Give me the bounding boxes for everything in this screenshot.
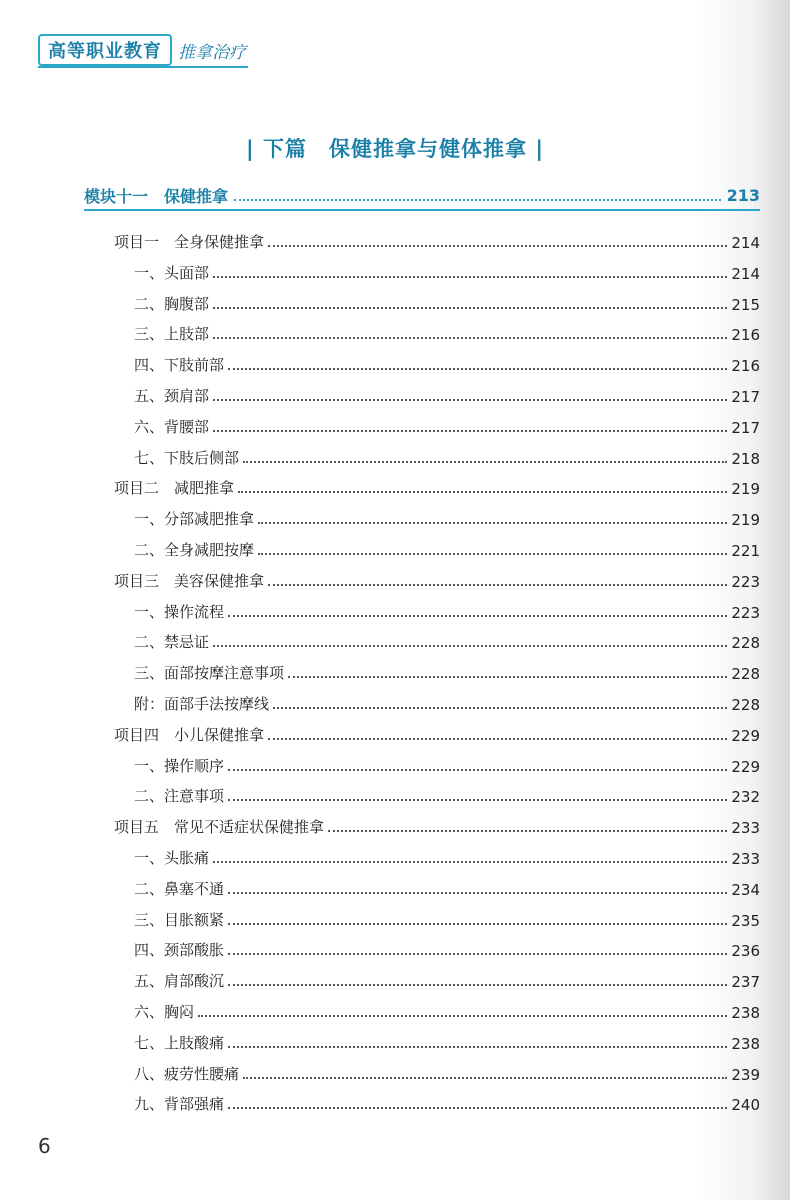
toc-page-number: 238 — [731, 1004, 760, 1022]
toc-entry-title: 八、疲劳性腰痛 — [134, 1064, 240, 1083]
section-title-text: 下篇 保健推拿与健体推拿 — [263, 137, 527, 161]
toc-leader-dots — [273, 707, 727, 709]
toc-project-entry[interactable] — [114, 813, 760, 837]
toc-subentry[interactable] — [134, 659, 760, 683]
toc-page-number: 233 — [731, 819, 760, 838]
toc-subentry[interactable] — [134, 413, 760, 437]
module-rule — [84, 209, 760, 211]
toc-entry-title: 项目四 小儿保健推拿 — [114, 725, 265, 744]
toc-entry-title: 附：面部手法按摩线 — [134, 695, 270, 713]
toc-subentry[interactable] — [134, 936, 760, 960]
toc-page-number: 219 — [731, 480, 760, 499]
toc-entry-title: 三、目胀额紧 — [134, 910, 225, 929]
toc-entry-title: 六、胸闷 — [134, 1003, 195, 1021]
toc-leader-dots — [228, 769, 727, 771]
toc-page-number: 234 — [731, 880, 760, 899]
toc-leader-dots — [258, 553, 727, 555]
toc-page-number: 232 — [731, 788, 760, 807]
toc-entry-title: 二、禁忌证 — [134, 633, 210, 652]
toc-leader-dots — [228, 892, 727, 894]
toc-leader-dots — [228, 984, 727, 986]
toc-project-entry[interactable] — [114, 474, 760, 498]
toc-leader-dots — [243, 1077, 727, 1079]
toc-page-number: 218 — [731, 449, 760, 468]
toc-entry-title: 五、颈肩部 — [134, 387, 210, 405]
toc-subentry[interactable] — [134, 598, 760, 622]
toc-project-entry[interactable] — [114, 721, 760, 745]
section-bar-left: | — [246, 137, 255, 161]
toc-leader-dots — [213, 276, 727, 278]
toc-entry-title: 一、操作流程 — [134, 602, 225, 621]
toc-page-number: 217 — [731, 418, 760, 437]
toc-leader-dots — [228, 368, 727, 370]
toc-entry-title: 二、鼻塞不通 — [134, 879, 225, 898]
toc-page-number: 214 — [731, 234, 760, 252]
toc-entry-title: 六、背腰部 — [134, 417, 210, 436]
toc-page-number: 216 — [731, 326, 760, 345]
module-page: 213 — [726, 185, 760, 205]
toc-entry-title: 二、胸腹部 — [134, 294, 210, 313]
module-label: 模块十一 保健推拿 — [84, 186, 229, 206]
toc-entry-title: 一、头面部 — [134, 263, 210, 282]
toc-entry-title: 七、下肢后侧部 — [134, 448, 240, 467]
toc-page-number: 221 — [731, 542, 760, 560]
toc-subentry[interactable] — [134, 906, 760, 930]
toc-leader-dots — [228, 923, 727, 925]
toc-leader-dots — [258, 522, 727, 524]
toc-page-number: 214 — [731, 264, 760, 283]
toc-page-number: 240 — [731, 1096, 760, 1115]
header-rule — [38, 66, 248, 68]
toc-page-number: 223 — [731, 572, 760, 591]
toc-subentry[interactable] — [134, 1029, 760, 1053]
toc-leader-dots — [213, 430, 727, 432]
toc-subentry[interactable] — [134, 967, 760, 991]
toc-leader-dots — [228, 953, 727, 955]
toc-entry-title: 项目二 减肥推拿 — [114, 479, 235, 498]
toc-page-number: 229 — [731, 726, 760, 745]
toc-entry-title: 二、注意事项 — [134, 787, 225, 806]
toc-entry-title: 项目三 美容保健推拿 — [114, 571, 265, 590]
toc-subentry[interactable] — [134, 1060, 760, 1084]
toc-leader-dots — [328, 830, 727, 832]
toc-leader-dots — [268, 738, 727, 740]
toc-page-number: 235 — [731, 911, 760, 930]
toc-leader-dots — [228, 799, 727, 801]
toc-subentry[interactable] — [134, 752, 760, 776]
toc-subentry[interactable] — [134, 444, 760, 468]
toc-subentry[interactable] — [134, 320, 760, 344]
toc-project-entry[interactable] — [114, 567, 760, 591]
toc-page-number: 217 — [731, 388, 760, 406]
toc-entry-title: 七、上肢酸痛 — [134, 1033, 225, 1052]
toc-subentry[interactable] — [134, 351, 760, 375]
toc-subentry[interactable] — [134, 844, 760, 868]
book-series-label: 高等职业教育 — [38, 34, 172, 66]
toc-subentry[interactable] — [134, 628, 760, 652]
toc-page-number: 228 — [731, 665, 760, 684]
toc-page-number: 239 — [731, 1065, 760, 1084]
toc-page-number: 215 — [731, 295, 760, 314]
toc-page-number: 223 — [731, 603, 760, 622]
toc-entry-title: 二、全身减肥按摩 — [134, 541, 255, 559]
toc-entry-title: 四、颈部酸胀 — [134, 941, 225, 960]
toc-entry-title: 四、下肢前部 — [134, 356, 225, 375]
toc-subentry[interactable] — [134, 382, 760, 406]
page-number: 6 — [38, 1134, 51, 1158]
module-entry[interactable] — [84, 183, 760, 207]
toc-entry-title: 一、头胀痛 — [134, 849, 210, 867]
toc-entry-title: 三、上肢部 — [134, 325, 210, 344]
toc-entry-title: 项目五 常见不适症状保健推拿 — [114, 818, 325, 837]
toc-project-entry[interactable] — [114, 228, 760, 252]
running-header — [38, 36, 246, 64]
book-title-label: 推拿治疗 — [178, 42, 246, 63]
toc-subentry[interactable] — [134, 690, 760, 714]
toc-page-number: 238 — [731, 1034, 760, 1053]
toc-page-number: 228 — [731, 634, 760, 653]
toc-leader-dots — [213, 307, 727, 309]
toc-leader-dots — [288, 676, 727, 678]
module-leader-dots — [234, 189, 721, 201]
section-bar-right: | — [535, 137, 544, 161]
toc-subentry[interactable] — [134, 536, 760, 560]
toc-page-number: 228 — [731, 696, 760, 714]
toc-page-number: 216 — [731, 357, 760, 376]
toc-subentry[interactable] — [134, 782, 760, 806]
toc-page-number: 233 — [731, 850, 760, 868]
toc-leader-dots — [228, 1046, 727, 1048]
toc-entry-title: 三、面部按摩注意事项 — [134, 664, 285, 683]
toc-leader-dots — [198, 1015, 727, 1017]
toc-leader-dots — [228, 1107, 727, 1109]
toc-entry-title: 九、背部强痛 — [134, 1095, 225, 1114]
toc-subentry[interactable] — [134, 290, 760, 314]
toc-entry-title: 项目一 全身保健推拿 — [114, 233, 265, 251]
toc-entry-title: 一、操作顺序 — [134, 756, 225, 775]
toc-leader-dots — [268, 584, 727, 586]
toc-leader-dots — [213, 861, 727, 863]
toc-leader-dots — [243, 461, 727, 463]
toc-leader-dots — [213, 399, 727, 401]
toc-entry-title: 五、肩部酸沉 — [134, 972, 225, 991]
toc-subentry[interactable] — [134, 505, 760, 529]
toc-subentry[interactable] — [134, 259, 760, 283]
toc-page-number: 237 — [731, 973, 760, 992]
toc-page-number: 236 — [731, 942, 760, 961]
toc-page-number: 229 — [731, 757, 760, 776]
toc-leader-dots — [238, 491, 727, 493]
toc-entry-title: 一、分部减肥推拿 — [134, 510, 255, 529]
toc-leader-dots — [268, 245, 727, 247]
toc-leader-dots — [213, 337, 727, 339]
toc-leader-dots — [213, 645, 727, 647]
toc-page-number: 219 — [731, 511, 760, 530]
section-title — [0, 133, 790, 163]
toc-subentry[interactable] — [134, 998, 760, 1022]
toc-subentry[interactable] — [134, 1090, 760, 1114]
toc-leader-dots — [228, 615, 727, 617]
toc-subentry[interactable] — [134, 875, 760, 899]
